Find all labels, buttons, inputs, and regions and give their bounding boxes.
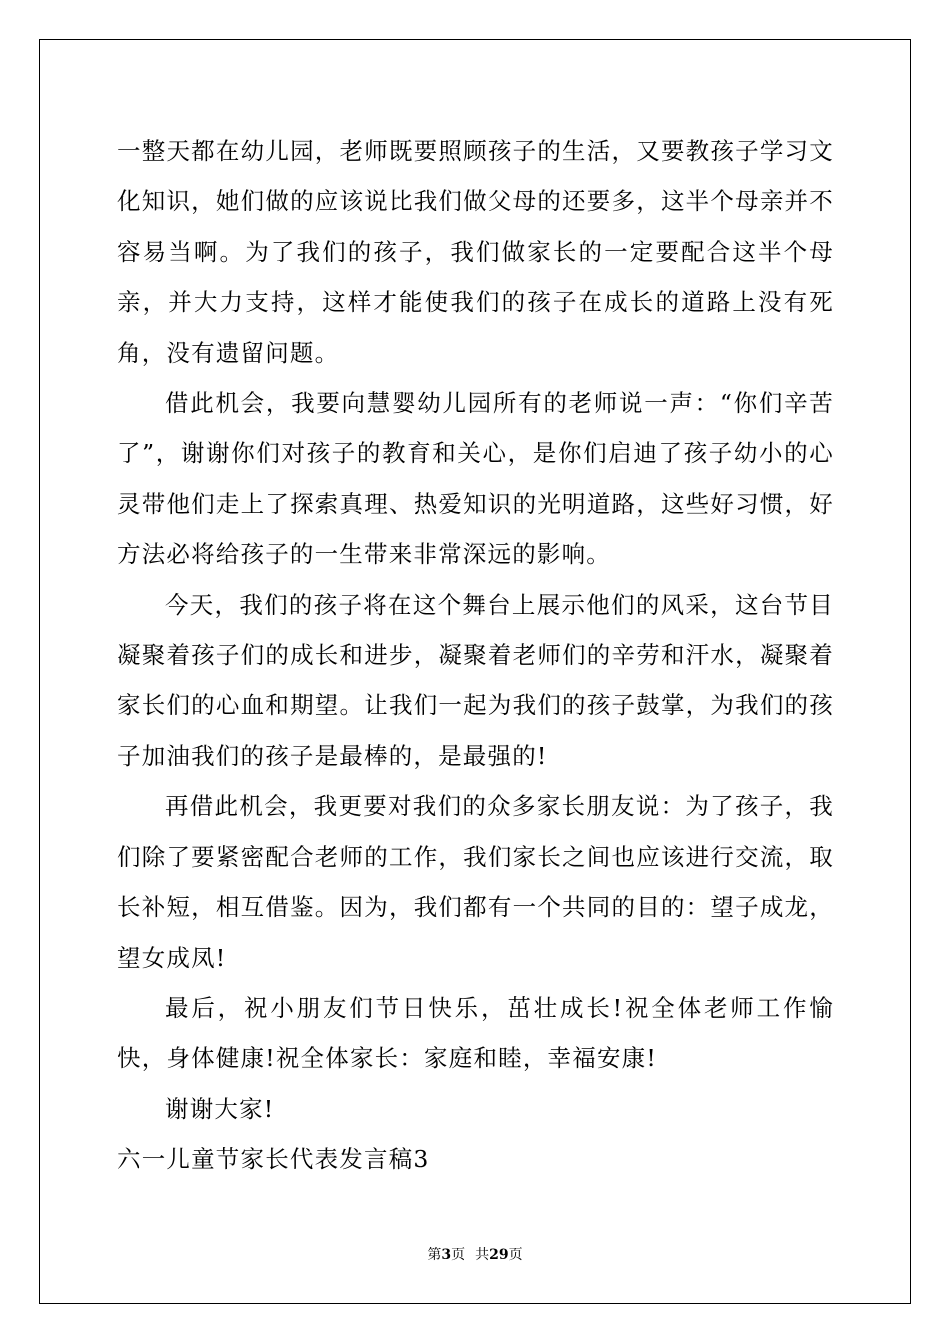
paragraph-1: 一整天都在幼儿园，老师既要照顾孩子的生活，又要教孩子学习文化知识，她们做的应该说比我们做父母的还要多，这半个母亲并不容易当啊。为了我们的孩子，我们做家长的一定要配合这半个母亲，并大力支持，这样才能使我们的孩子在成长的道路上没有死角，没有遗留问题。 (117, 137, 834, 367)
paragraph-5: 最后，祝小朋友们节日快乐，茁壮成长!祝全体老师工作愉快，身体健康!祝全体家长：家庭和睦，幸福安康! (117, 993, 834, 1073)
page-prefix: 第 (427, 1247, 442, 1263)
paragraph-2: 借此机会，我要向慧婴幼儿园所有的老师说一声：“你们辛苦了”，谢谢你们对孩子的教育和关心，是你们启迪了孩子幼小的心灵带他们走上了探索真理、热爱知识的光明道路，这些好习惯，好方法必将给孩子的一生带来非常深远的影响。 (117, 389, 834, 569)
paragraph-4: 再借此机会，我更要对我们的众多家长朋友说：为了孩子，我们除了要紧密配合老师的工作，我们家长之间也应该进行交流，取长补短，相互借鉴。因为，我们都有一个共同的目的：望子成龙，望女成凤! (117, 792, 834, 972)
page-number: 3 (441, 1247, 452, 1263)
total-suffix: 页 (508, 1247, 523, 1263)
paragraph-3: 今天，我们的孩子将在这个舞台上展示他们的风采，这台节目凝聚着孩子们的成长和进步，凝聚着老师们的辛劳和汗水，凝聚着家长们的心血和期望。让我们一起为我们的孩子鼓掌，为我们的孩子加油我们的孩子是最棒的，是最强的! (117, 590, 834, 770)
page-suffix: 页 (451, 1247, 466, 1263)
total-prefix: 共 (475, 1247, 490, 1263)
total-pages: 29 (489, 1247, 509, 1263)
document-body (117, 126, 834, 1185)
section-heading: 六一儿童节家长代表发言稿3 (117, 1145, 430, 1174)
page-footer (0, 1246, 950, 1264)
paragraph-6: 谢谢大家! (165, 1094, 275, 1123)
